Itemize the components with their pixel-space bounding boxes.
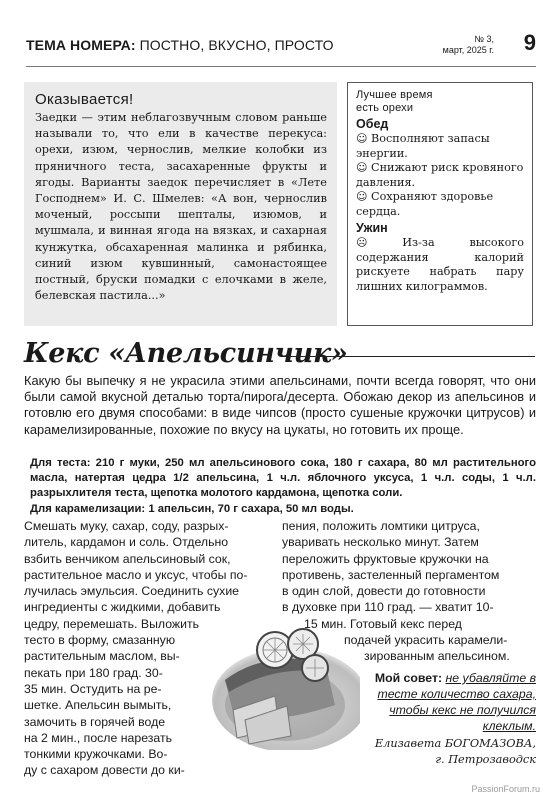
- did-you-know-box: [24, 82, 337, 326]
- did-you-know-text: Заедки — этим неблагозвучным словом раньше называли то, что ели в качестве перекуса: орехи, изюм, чернослив, мелкие колобки из пряничного теста, засахаренные фрукты и ягоды. Варианты заедок перечисляет в «Лете Господнем» И. С. Шмелев: «А вон, чернослив моченый, россыпи шепталы, изюмов, и мушмала, и винная ягода на вязках, и сахарная кунжутка, обсахаренная малинка и рябинка, синий изюм кувшинный, самонастоящее постный, бруски помадки с елочками в желе, белевская пастила...»: [35, 111, 327, 303]
- recipe-title: Кекс «Апельсинчик»: [24, 338, 348, 369]
- header-divider: [26, 66, 536, 67]
- lunch-label: Обед: [356, 117, 389, 131]
- lunch-item-text: Восполняют запасы энергии.: [356, 132, 490, 160]
- recipe-intro: Какую бы выпечку я не украсила этими апельсинами, почти всегда говорят, что они были самой вкусной деталью торта/пирога/десерта. Обожаю декор из апельсинов и готовлю его двумя способами: в виде чипсов (просто сушеные кружочки цитрусов) и карамелизированные, похожие по вкусу на цукаты, но готовить их проще.: [24, 373, 536, 437]
- method-line: растительное масло и уксус, чтобы по-: [24, 567, 248, 582]
- method-line: замочить в горячей воде: [24, 714, 166, 729]
- title-divider: [283, 356, 535, 357]
- method-line: взбить венчиком апельсиновый сок,: [24, 551, 231, 566]
- method-line: тонкими кружочками. Во-: [24, 747, 168, 762]
- method-line: переложить фруктовые кружочки на: [282, 551, 489, 566]
- page-header: [26, 30, 536, 66]
- author-signature: [340, 736, 536, 767]
- lunch-item: [356, 161, 524, 190]
- advice-label: Мой совет:: [374, 671, 443, 685]
- advice-box: [360, 670, 536, 734]
- method-line: 35 мин. Остудить на ре-: [24, 681, 162, 696]
- did-you-know-heading: Оказывается!: [35, 91, 134, 108]
- method-line: 15 мин. Готовый кекс перед: [304, 616, 462, 631]
- watermark: PassionForum.ru: [471, 784, 540, 794]
- method-line: в духовке при 110 град. — хватит 10-: [282, 600, 494, 615]
- method-line: зированным апельсином.: [364, 649, 510, 664]
- smile-icon: ☺: [356, 161, 368, 174]
- method-line: ингредиенты с жидкими, добавить: [24, 600, 221, 615]
- ingredients-caramel: Для карамелизации: 1 апельсин, 70 г сахара, 50 мл воды.: [30, 502, 354, 515]
- frown-icon: ☹: [356, 236, 368, 249]
- lunch-item: [356, 190, 524, 219]
- lunch-item-text: Сохраняют здоровье сердца.: [356, 190, 494, 218]
- method-line: в один слой, довести до готовности: [282, 584, 486, 599]
- dinner-item: [356, 236, 524, 294]
- method-line: цедру, перемешать. Выложить: [24, 616, 200, 631]
- method-line: тесто в форму, смазанную: [24, 633, 176, 648]
- dinner-item-text: Из-за высокого содержания калорий рискуете набрать пару лишних килограммов.: [356, 236, 524, 293]
- method-line: Смешать муку, сахар, соду, разрых-: [24, 519, 229, 533]
- ingredients-dough: Для теста: 210 г муки, 250 мл апельсинового сока, 180 г сахара, 80 мл растительного масла, натертая цедра 1/2 апельсина, 1 ч.л. яблочного уксуса, 1 ч.л. соды, 1 ч.л. разрыхлителя теста, щепотка молотого кардамона, щепотка соли.: [30, 457, 536, 500]
- section-title-rest: ПОСТНО, ВКУСНО, ПРОСТО: [135, 37, 334, 53]
- issue-number: № 3,: [474, 34, 494, 44]
- best-time-heading-1: Лучшее время: [356, 89, 433, 101]
- section-title-bold: ТЕМА НОМЕРА:: [26, 37, 136, 53]
- issue-date: март, 2025 г.: [442, 45, 494, 55]
- dinner-label: Ужин: [356, 221, 388, 235]
- page-number: 9: [523, 30, 536, 55]
- method-line: уваривать несколько минут. Затем: [282, 535, 479, 550]
- issue-info: [443, 34, 494, 56]
- advice-text: не убавляйте в тесте количество сахара, чтобы кекс не получился клеклым.: [377, 671, 536, 733]
- method-line: растительным маслом, вы-: [24, 649, 180, 664]
- method-line: шетке. Апельсин вымыть,: [24, 698, 172, 713]
- method-line: литель, кардамон и соль. Отдельно: [24, 535, 229, 550]
- smile-icon: ☺: [356, 132, 368, 145]
- author-city: г. Петрозаводск: [435, 752, 536, 766]
- section-title: [26, 37, 334, 53]
- method-line: лучилась эмульсия. Соединить сухие: [24, 584, 240, 599]
- method-line: пения, положить ломтики цитруса,: [282, 519, 480, 533]
- best-time-heading-2: есть орехи: [356, 102, 414, 114]
- ingredients: [30, 456, 536, 517]
- method-line: на 2 мин., после нарезать: [24, 730, 173, 745]
- method-line: подачей украсить карамели-: [344, 633, 508, 648]
- method-line: ду с сахаром довести до ки-: [24, 763, 185, 778]
- lunch-item: [356, 132, 524, 161]
- smile-icon: ☺: [356, 190, 368, 203]
- lunch-item-text: Снижают риск кровяного давления.: [356, 161, 524, 189]
- author-name: Елизавета БОГОМАЗОВА,: [374, 737, 536, 750]
- cake-photo: [195, 610, 360, 750]
- best-time-box: [347, 82, 533, 326]
- method-line: противень, застеленный пергаментом: [282, 567, 500, 582]
- method-line: пекать при 180 град. 30-: [24, 665, 163, 680]
